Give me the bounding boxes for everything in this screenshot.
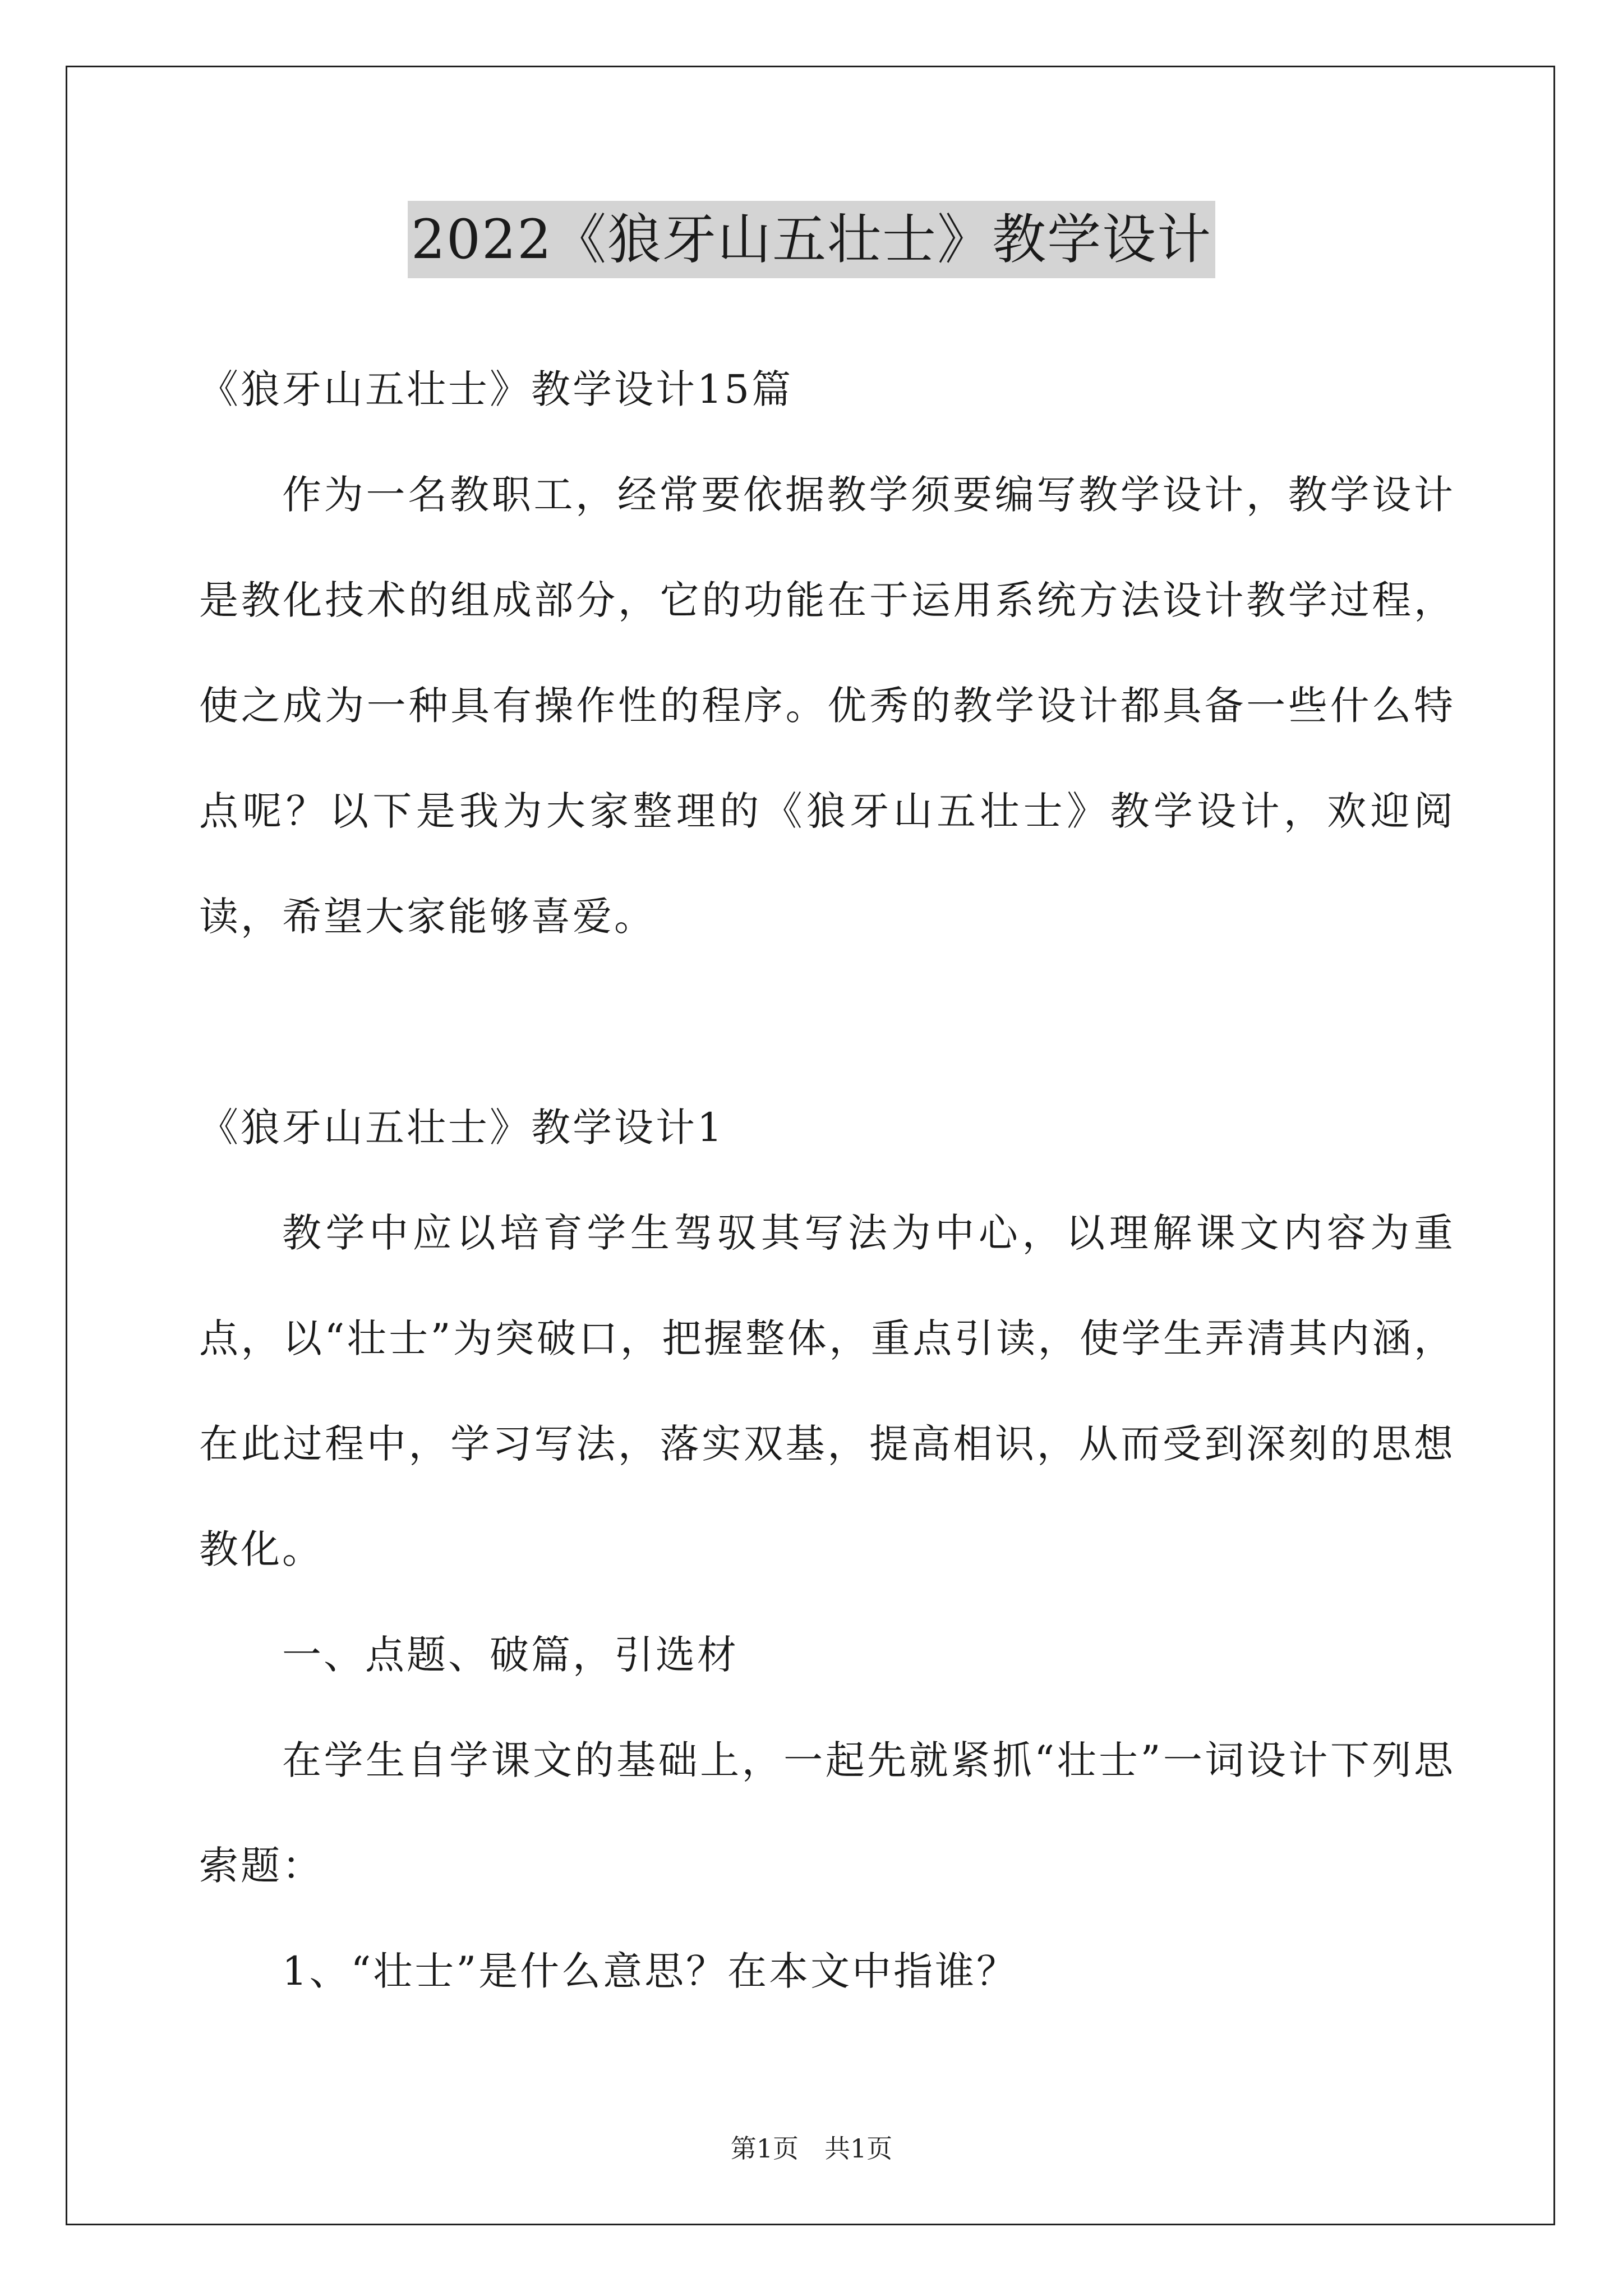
section-heading: 《狼牙山五壮士》教学设计1 xyxy=(199,1105,725,1151)
question-item: 1、“壮士”是什么意思？在本文中指谁？ xyxy=(282,1948,1018,1994)
document-title: 2022《狼牙山五壮士》教学设计 xyxy=(408,201,1215,278)
step-heading: 一、点题、破篇，引选材 xyxy=(282,1632,739,1678)
title-container xyxy=(0,201,1623,278)
step-paragraph: 在学生自学课文的基础上，一起先就紧抓“壮士”一词设计下列思索题： xyxy=(199,1737,1455,1889)
document-body xyxy=(199,337,1455,2024)
section-paragraph: 教学中应以培育学生驾驭其写法为中心，以理解课文内容为重点，以“壮士”为突破口，把握整体，重点引读，使学生弄清其内涵，在此过程中，学习写法，落实双基，提高相识，从而受到深刻的思想教化。 xyxy=(199,1210,1455,1572)
intro-paragraph: 作为一名教职工，经常要依据教学须要编写教学设计，教学设计是教化技术的组成部分，它的功能在于运用系统方法设计教学过程，使之成为一种具有操作性的程序。优秀的教学设计都具备一些什么特点呢？以下是我为大家整理的《狼牙山五壮士》教学设计，欢迎阅读，希望大家能够喜爱。 xyxy=(199,472,1455,940)
document-subtitle: 《狼牙山五壮士》教学设计15篇 xyxy=(199,366,794,412)
page-footer: 第1页 共1页 xyxy=(730,2133,893,2164)
